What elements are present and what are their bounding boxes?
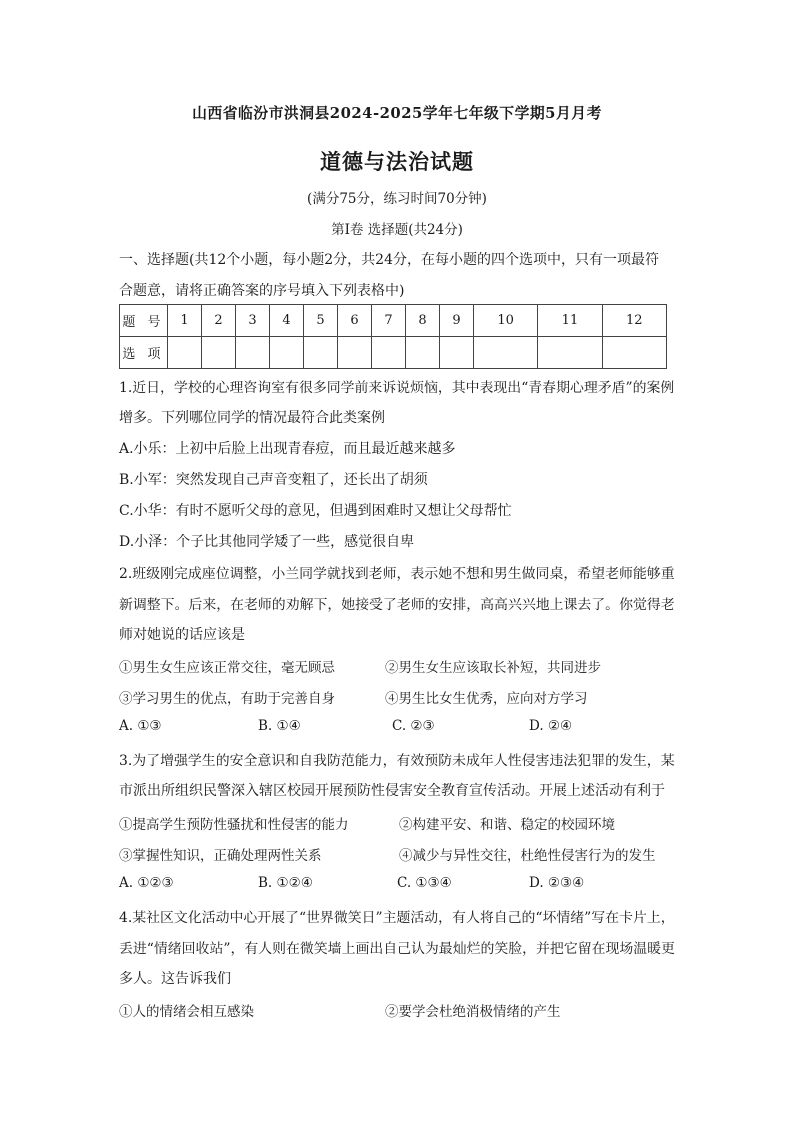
answer-table-row-label: 选 项 [120, 337, 168, 369]
answer-cell[interactable] [236, 337, 270, 369]
question-number-cell: 9 [440, 305, 474, 337]
answer-cell[interactable] [474, 337, 538, 369]
q2-stem-line1: 2.班级刚完成座位调整，小兰同学就找到老师，表示她不想和男生做同桌，希望老师能够重 [119, 566, 675, 582]
answer-table-row-label: 题 号 [120, 305, 168, 337]
question-number-cell: 4 [270, 305, 304, 337]
answer-cell[interactable] [372, 337, 406, 369]
instructions-line2: 合题意，请将正确答案的序号填入下列表格中) [119, 283, 405, 299]
q3-item-3: ③掌握性知识，正确处理两性关系 [119, 848, 322, 864]
q4-stem-line1: 4.某社区文化活动中心开展了“世界微笑日”主题活动，有人将自己的“坏情绪”写在卡片上， [119, 910, 675, 926]
question-number-cell: 8 [406, 305, 440, 337]
question-number-cell: 1 [168, 305, 202, 337]
answer-table-option-row [120, 337, 667, 369]
q3-item-2: ②构建平安、和谐、稳定的校园环境 [399, 817, 615, 833]
answer-table [119, 304, 667, 369]
q3-item-1: ①提高学生预防性骚扰和性侵害的能力 [119, 817, 349, 833]
q3-item-4: ④减少与异性交往，杜绝性侵害行为的发生 [399, 848, 656, 864]
q3-stem-line2: 市派出所组织民警深入辖区校园开展预防性侵害安全教育宣传活动。开展上述活动有利于 [119, 783, 665, 799]
answer-cell[interactable] [304, 337, 338, 369]
question-number-cell: 2 [202, 305, 236, 337]
section-title: 第Ⅰ卷 选择题(共24分) [331, 222, 463, 238]
q1-stem-line2: 增多。下列哪位同学的情况最符合此类案例 [119, 410, 385, 426]
question-number-cell: 3 [236, 305, 270, 337]
answer-cell[interactable] [338, 337, 372, 369]
question-number-cell: 6 [338, 305, 372, 337]
answer-cell[interactable] [406, 337, 440, 369]
question-number-cell: 7 [372, 305, 406, 337]
q1-option-a: A.小乐：上初中后脸上出现青春痘，而且最近越来越多 [119, 441, 456, 457]
q2-item-2: ②男生女生应该取长补短，共同进步 [385, 660, 601, 676]
q2-choice-a: A. ①③ [119, 718, 162, 734]
answer-cell[interactable] [202, 337, 236, 369]
answer-cell[interactable] [270, 337, 304, 369]
instructions-line1: 一、选择题(共12个小题，每小题2分，共24分，在每小题的四个选项中，只有一项最符 [119, 252, 659, 268]
q2-choice-c: C. ②③ [392, 718, 435, 734]
exam-title-line2: 道德与法治试题 [320, 149, 474, 174]
question-number-cell: 5 [304, 305, 338, 337]
q3-choice-d: D. ②③④ [529, 875, 585, 891]
answer-cell[interactable] [538, 337, 602, 369]
q4-stem-line3: 多人。这告诉我们 [119, 971, 231, 987]
question-number-cell: 10 [474, 305, 538, 337]
q3-choice-c: C. ①③④ [397, 875, 452, 891]
exam-info: (满分75分，练习时间70分钟) [307, 191, 487, 207]
question-number-cell: 11 [538, 305, 602, 337]
answer-cell[interactable] [168, 337, 202, 369]
q2-stem-line2: 新调整下。后来，在老师的劝解下，她接受了老师的安排，高高兴兴地上课去了。你觉得老 [119, 597, 675, 613]
exam-title-line1: 山西省临汾市洪洞县2024-2025学年七年级下学期5月月考 [192, 105, 602, 122]
q2-choice-d: D. ②④ [529, 718, 573, 734]
q3-stem-line1: 3.为了增强学生的安全意识和自我防范能力，有效预防未成年人性侵害违法犯罪的发生，某 [119, 753, 675, 769]
q2-item-4: ④男生比女生优秀，应向对方学习 [385, 691, 588, 707]
answer-table-number-row [120, 305, 667, 337]
q3-choice-a: A. ①②③ [119, 875, 174, 891]
q1-stem-line1: 1.近日，学校的心理咨询室有很多同学前来诉说烦恼，其中表现出“青春期心理矛盾”的案例 [119, 380, 675, 396]
q1-option-c: C.小华：有时不愿听父母的意见，但遇到困难时又想让父母帮忙 [119, 503, 512, 519]
q2-item-3: ③学习男生的优点，有助于完善自身 [119, 691, 335, 707]
q2-stem-line3: 师对她说的话应该是 [119, 627, 245, 643]
question-number-cell: 12 [602, 305, 666, 337]
q4-item-1: ①人的情绪会相互感染 [119, 1004, 254, 1020]
answer-cell[interactable] [602, 337, 666, 369]
q3-choice-b: B. ①②④ [258, 875, 313, 891]
q4-item-2: ②要学会杜绝消极情绪的产生 [385, 1004, 561, 1020]
answer-cell[interactable] [440, 337, 474, 369]
q1-option-b: B.小军：突然发现自己声音变粗了，还长出了胡须 [119, 472, 428, 488]
q1-option-d: D.小泽：个子比其他同学矮了一些，感觉很自卑 [119, 534, 415, 550]
q4-stem-line2: 丢进“情绪回收站”，有人则在微笑墙上画出自己认为最灿烂的笑脸，并把它留在现场温暖更 [119, 941, 675, 957]
q2-item-1: ①男生女生应该正常交往，毫无顾忌 [119, 660, 335, 676]
q2-choice-b: B. ①④ [258, 718, 301, 734]
